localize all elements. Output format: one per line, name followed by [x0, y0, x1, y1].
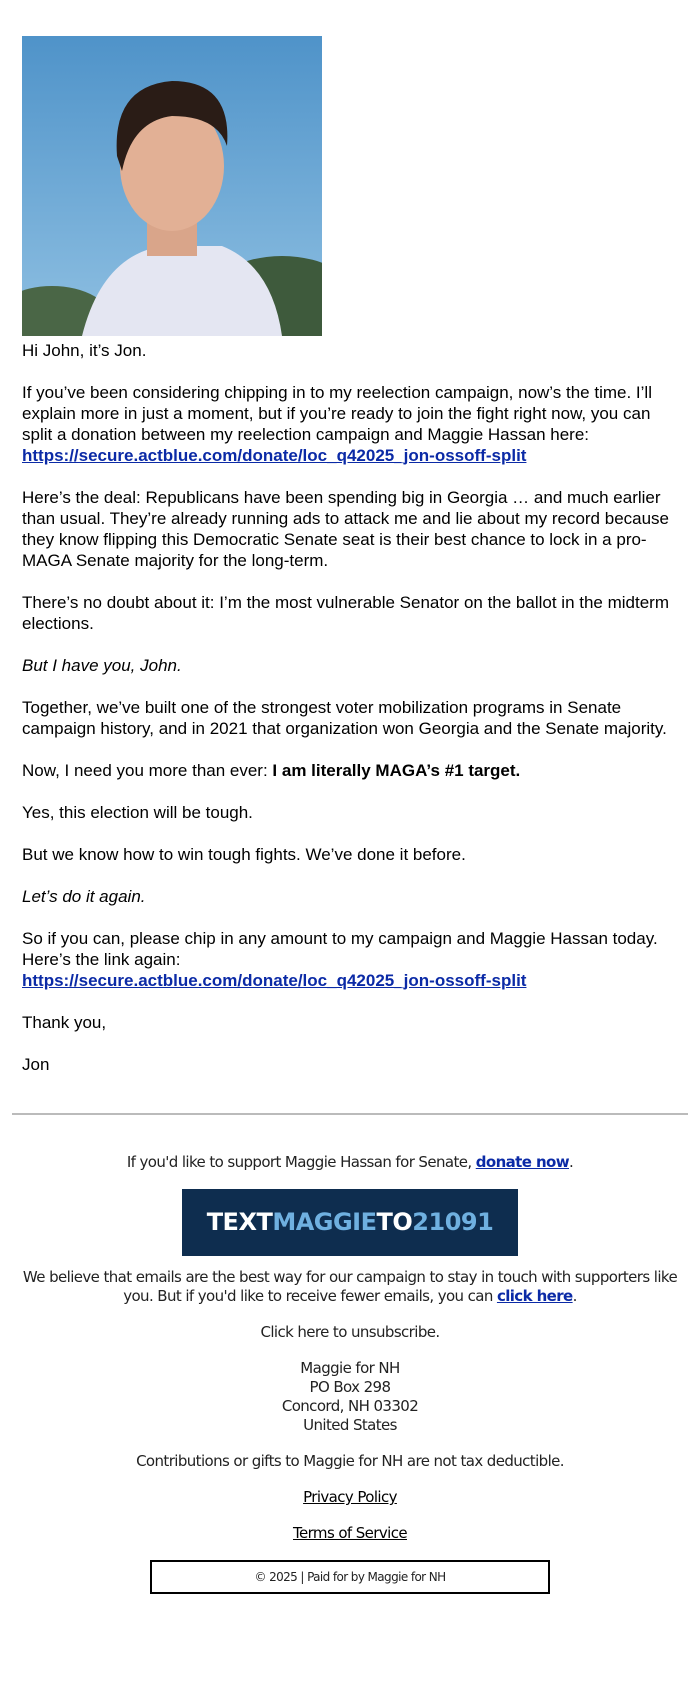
unsubscribe-link[interactable]: Click here to unsubscribe. [260, 1323, 440, 1341]
text: If you’ve been considering chipping in to my reelection campaign, now’s the time. I’ll explain more in just a moment, but if you’re ready to join the fight right now, you can split a donation between my reelection campaign and Maggie Hassan here: [22, 383, 652, 444]
divider [12, 1113, 688, 1115]
text: TEXT [206, 1208, 273, 1236]
paragraph [22, 928, 678, 991]
text: TO [376, 1208, 413, 1236]
candidate-photo [22, 36, 322, 336]
paragraph [22, 760, 678, 781]
paid-for-by-box: © 2025 | Paid for by Maggie for NH [150, 1560, 550, 1594]
greeting: Hi John, it’s Jon. [22, 341, 147, 360]
donate-link[interactable]: https://secure.actblue.com/donate/loc_q42025_jon-ossoff-split [22, 446, 527, 465]
text: . [572, 1287, 577, 1305]
text: Now, I need you more than ever: [22, 761, 273, 780]
text: . [569, 1153, 574, 1171]
address-line: Concord, NH 03302 [281, 1397, 419, 1415]
paragraph: Yes, this election will be tough. [22, 803, 253, 822]
tax-notice: Contributions or gifts to Maggie for NH are not tax deductible. [136, 1452, 564, 1470]
paragraph: Let’s do it again. [22, 887, 146, 906]
text: 21091 [412, 1208, 494, 1236]
address-line: United States [303, 1416, 397, 1434]
text: So if you can, please chip in any amount to my campaign and Maggie Hassan today. Here’s the link again: [22, 929, 658, 969]
paragraph: But we know how to win tough fights. We’ve done it before. [22, 845, 466, 864]
text: If you'd like to support Maggie Hassan for Senate, [126, 1153, 476, 1171]
text: MAGGIE [272, 1208, 377, 1236]
terms-of-service-link[interactable]: Terms of Service [292, 1524, 407, 1542]
address [14, 1359, 686, 1435]
text-maggie-banner[interactable] [182, 1189, 518, 1256]
text: We believe that emails are the best way for our campaign to stay in touch with supporters like you. But if you'd like to receive fewer emails, you can [22, 1268, 678, 1305]
privacy-policy-link[interactable]: Privacy Policy [303, 1488, 397, 1506]
fewer-emails-text [14, 1268, 686, 1306]
closing: Thank you, [22, 1013, 107, 1032]
donate-link[interactable]: https://secure.actblue.com/donate/loc_q42025_jon-ossoff-split [22, 971, 527, 990]
fewer-emails-link[interactable]: click here [496, 1287, 573, 1305]
donate-now-link[interactable]: donate now [475, 1153, 569, 1171]
bold-text: I am literally MAGA’s #1 target. [272, 761, 521, 780]
paragraph: But I have you, John. [22, 656, 182, 675]
paragraph: Here’s the deal: Republicans have been spending big in Georgia … and much earlier than usual. They’re already running ads to attack me and lie about my record because they know flipping this Democratic Senate seat is their best chance to lock in a pro-MAGA Senate majority for the long-term. [22, 488, 670, 570]
signature: Jon [22, 1055, 50, 1074]
paragraph: Together, we’ve built one of the strongest voter mobilization programs in Senate campaign history, and in 2021 that organization won Georgia and the Senate majority. [22, 698, 667, 738]
paragraph [22, 382, 678, 466]
address-line: PO Box 298 [309, 1378, 391, 1396]
paragraph: There’s no doubt about it: I’m the most vulnerable Senator on the ballot in the midterm elections. [22, 593, 669, 633]
footer [0, 1153, 700, 1594]
support-text [14, 1153, 686, 1172]
address-line: Maggie for NH [300, 1359, 400, 1377]
